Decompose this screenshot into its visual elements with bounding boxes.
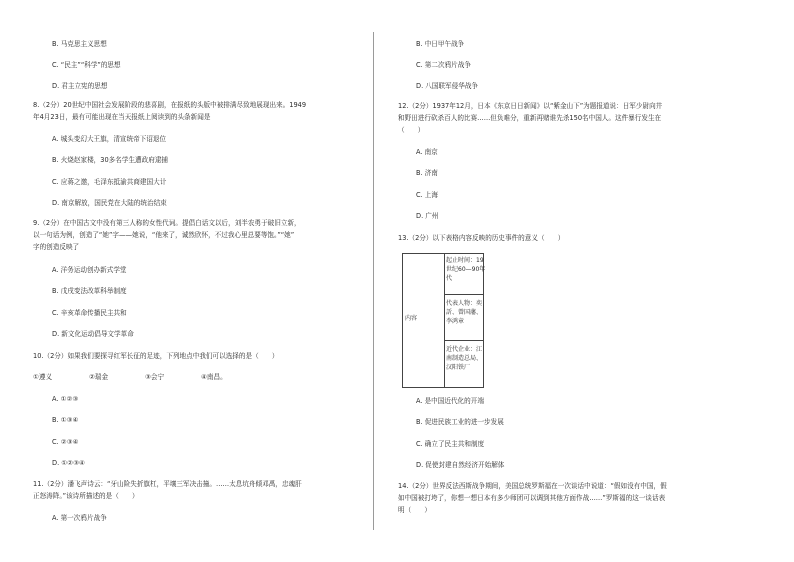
q11-option-d: D. 八国联军侵华战争 bbox=[416, 82, 479, 90]
q13-option-d: D. 促使封建自然经济开始解体 bbox=[416, 461, 505, 469]
q7-option-c: C. “民主”“科学”的思想 bbox=[52, 61, 121, 69]
q13-table-row-separator bbox=[445, 294, 483, 295]
q10-place-1: ①遵义 bbox=[33, 373, 53, 381]
q10-place-3: ③会宁 bbox=[145, 373, 165, 381]
q13-cell-enterprises-line1: 近代企业：江 bbox=[446, 346, 483, 353]
q11-stem-line1: 11.（2分）潘飞声诗云：“牙山险失折旗杠，平壤三军决击撞。……太息坑舟倾邓禹，忠魂肝 bbox=[33, 480, 302, 488]
q10-stem-line1: 10.（2分）如果我们要探寻红军长征的足迹，下列地点中我们可以选择的是（ ） bbox=[33, 352, 279, 360]
q9-option-d: D. 新文化运动倡导文学革命 bbox=[52, 330, 134, 338]
q8-stem-line1: 8.（2分）20世纪中国社会发展阶段的悲喜剧，在报纸的头版中被排满尽致地展现出来。1949 bbox=[33, 101, 307, 109]
q12-option-c: C. 上海 bbox=[416, 191, 438, 199]
q12-option-a: A. 南京 bbox=[416, 148, 438, 156]
q7-option-d: D. 君主立宪的思想 bbox=[52, 82, 108, 90]
q11-stem-line2: 正怒涛降。”该诗所描述的是（ ） bbox=[33, 492, 139, 500]
q11-option-c: C. 第二次鸦片战争 bbox=[416, 61, 471, 69]
q10-place-4: ④南昌。 bbox=[201, 373, 227, 381]
q13-option-b: B. 促进民族工业的进一步发展 bbox=[416, 418, 504, 426]
q14-stem-line1: 14.（2分）世界反法西斯战争期间，美国总统罗斯福在一次谈话中说道：“假如没有中国，假 bbox=[398, 482, 667, 490]
q12-option-d: D. 广州 bbox=[416, 212, 439, 220]
column-divider bbox=[373, 32, 374, 530]
q12-stem-line3: （ ） bbox=[398, 126, 425, 134]
q13-cell-time-line2: 世纪60—90年 bbox=[446, 266, 486, 273]
q13-table-cell-time bbox=[446, 256, 486, 283]
q13-cell-time-line3: 代 bbox=[446, 275, 453, 282]
q13-cell-enterprises-line3: 汉阳铁厂 bbox=[446, 364, 471, 371]
q12-option-b: B. 济南 bbox=[416, 169, 438, 177]
q10-place-2: ②瑞金 bbox=[89, 373, 109, 381]
q8-option-c: C. 应蒋之邀，毛泽东抵渝共商建国大计 bbox=[52, 178, 167, 186]
q13-cell-time-line1: 起止时间：19 bbox=[446, 257, 484, 264]
q13-cell-people-line2: 訢、曾国藩、 bbox=[446, 309, 483, 316]
q13-table-label-cell bbox=[403, 254, 445, 387]
q13-cell-people-line3: 李鸿章 bbox=[446, 318, 465, 325]
q13-cell-people-line1: 代表人物：奕 bbox=[446, 300, 483, 307]
q8-option-a: A. 城头变幻大王旗，清宣统帝下诏退位 bbox=[52, 135, 167, 143]
q13-cell-enterprises-line2: 南制造总局、 bbox=[446, 355, 483, 362]
q9-option-c: C. 辛亥革命传播民主共和 bbox=[52, 309, 127, 317]
q10-option-b: B. ①③④ bbox=[52, 416, 79, 424]
q7-option-b: B. 马克思主义思想 bbox=[52, 40, 107, 48]
q8-option-b: B. 火烧赵家楼，30多名学生遭政府逮捕 bbox=[52, 156, 169, 164]
q12-stem-line2: 和野田进行砍杀百人的比赛……但负难分，重新再赌谁先杀150名中国人。这件暴行发生在 bbox=[398, 114, 662, 122]
q10-option-c: C. ②③④ bbox=[52, 438, 79, 446]
q13-table bbox=[402, 253, 484, 388]
q12-stem-line1: 12.（2分）1937年12月，日本《东京日日新闻》以“紫金山下”为题报道说：日军少尉向井 bbox=[398, 102, 663, 110]
q14-stem-line2: 如中国被打垮了，你想一想日本有多少师团可以调到其他方面作战……”罗斯福的这一谈话表 bbox=[398, 494, 666, 502]
q9-option-b: B. 戊戌变法改革科举制度 bbox=[52, 287, 127, 295]
q11-option-b: B. 中日甲午战争 bbox=[416, 40, 465, 48]
q13-stem: 13.（2分）以下表格内容反映的历史事件的意义（ ） bbox=[398, 234, 565, 242]
q9-stem-line1: 9.（2分）在中国古文中没有第三人称的女性代词。提倡白话文以后，刘半农勇于破旧立新， bbox=[33, 219, 301, 227]
q8-stem-line2: 年4月23日，最有可能出现在当天报纸上阅读到的头条新闻是 bbox=[33, 113, 211, 121]
q13-table-cell-enterprises bbox=[446, 345, 482, 372]
q13-table-label: 内容 bbox=[405, 315, 418, 322]
q11-option-a: A. 第一次鸦片战争 bbox=[52, 514, 107, 522]
q9-stem-line3: 字的创造反映了 bbox=[33, 243, 80, 251]
q9-stem-line2: 以一句话为例，创造了“她”字——她说，“他来了，诚然欣怀，不过我心里总要等饱。”“她” bbox=[33, 231, 295, 239]
q13-table-cell-people bbox=[446, 299, 482, 326]
q10-option-a: A. ①②③ bbox=[52, 395, 79, 403]
q13-table-row-separator bbox=[445, 340, 483, 341]
q14-stem-line3: 明（ ） bbox=[398, 506, 431, 514]
q10-option-d: D. ①②③④ bbox=[52, 459, 85, 467]
q13-option-c: C. 确立了民主共和制度 bbox=[416, 440, 485, 448]
q8-option-d: D. 南京解放，国民党在大陆的统治结束 bbox=[52, 199, 167, 207]
q13-option-a: A. 是中国近代化的开端 bbox=[416, 397, 484, 405]
q9-option-a: A. 洋务运动创办新式学堂 bbox=[52, 266, 127, 274]
